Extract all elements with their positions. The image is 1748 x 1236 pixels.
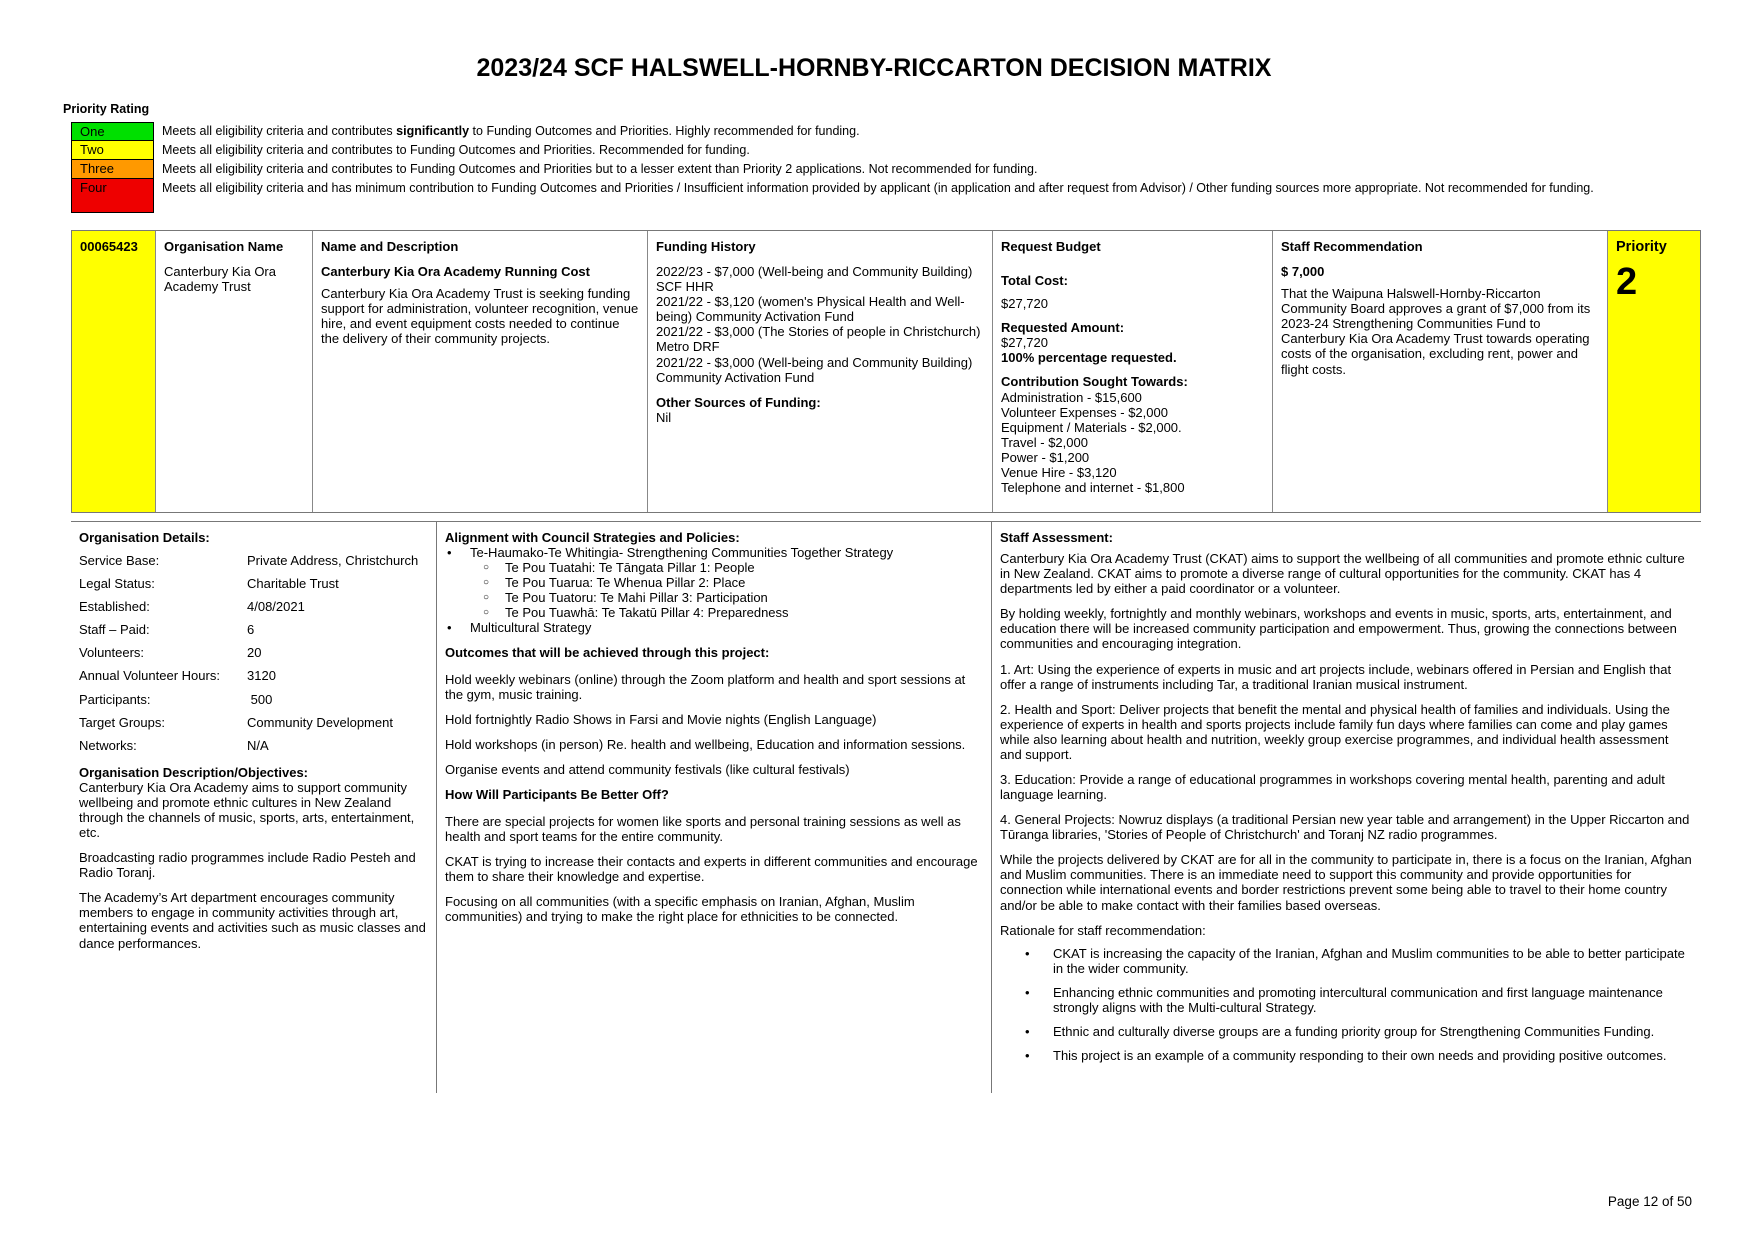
- staff-assessment-heading: Staff Assessment:: [1000, 530, 1113, 545]
- contribution-item: Power - $1,200: [1001, 449, 1090, 465]
- detail-value: N/A: [247, 737, 269, 753]
- detail-value: 500: [247, 691, 273, 707]
- funding-history-item: 2021/22 - $3,000 (Well-being and Community Building) Community Activation Fund: [656, 354, 973, 385]
- better-off-item: CKAT is trying to increase their contacts and experts in different communities and encourage them to share their knowledge and expertise.: [445, 854, 978, 885]
- application-summary-table: [71, 230, 1701, 513]
- organisation-description-heading: Organisation Description/Objectives:: [79, 764, 308, 780]
- funding-history-item: 2022/23 - $7,000 (Well-being and Community Building) SCF HHR: [656, 264, 973, 295]
- detail-row: [79, 645, 428, 660]
- legend-swatch-two: [71, 141, 154, 160]
- other-sources-value: Nil: [656, 409, 672, 425]
- contribution-item: Venue Hire - $3,120: [1001, 464, 1117, 480]
- legend-label: Four: [80, 180, 107, 195]
- outcome-item: Hold fortnightly Radio Shows in Farsi and Movie nights (English Language): [445, 711, 877, 727]
- detail-label: Established:: [79, 599, 150, 615]
- detail-row: [79, 622, 428, 637]
- request-budget-cell: [993, 231, 1273, 512]
- page-number: Page 12 of 50: [1607, 1194, 1692, 1209]
- detail-value: Private Address, Christchurch: [247, 553, 419, 569]
- legend-label: One: [80, 124, 105, 139]
- contribution-item: Administration - $15,600: [1001, 389, 1142, 405]
- priority-cell: [1608, 231, 1700, 512]
- contribution-item: Telephone and internet - $1,800: [1001, 480, 1185, 496]
- project-description: Canterbury Kia Ora Academy Trust is seeking funding support for administration, volunteer recognition, venue hire, and event equipment costs needed to continue the delivery of their community projects.: [321, 286, 639, 347]
- outcome-item: Organise events and attend community festivals (like cultural festivals): [445, 761, 850, 777]
- better-off-item: Focusing on all communities (with a specific emphasis on Iranian, Afghan, Muslim communities) and trying to make the right place for ethnicities to be connected.: [445, 894, 915, 925]
- name-description-cell: [313, 231, 648, 512]
- organisation-details-column: [71, 522, 437, 1093]
- rationale-item: • Ethnic and culturally diverse groups are a funding priority group for Strengthening Communities Funding.: [1053, 1024, 1693, 1039]
- legend-row-two: [71, 141, 1691, 160]
- detail-label: Legal Status:: [79, 576, 155, 592]
- outcomes-heading: Outcomes that will be achieved through this project:: [445, 644, 770, 660]
- detail-value: 20: [247, 645, 262, 661]
- alignment-column: [437, 522, 992, 1093]
- organisation-description: [79, 780, 428, 951]
- alignment-heading: Alignment with Council Strategies and Policies:: [445, 530, 740, 545]
- staff-recommendation-header: Staff Recommendation: [1281, 239, 1423, 254]
- other-sources-header: Other Sources of Funding:: [656, 394, 821, 410]
- detail-label: Volunteers:: [79, 645, 145, 661]
- requested-amount-value: $27,720: [1001, 335, 1048, 351]
- detail-label: Staff – Paid:: [79, 622, 150, 638]
- detail-value: 6: [247, 622, 255, 638]
- strategy-list: [470, 545, 983, 635]
- detail-label: Service Base:: [79, 553, 160, 569]
- funding-history-list: [656, 264, 984, 385]
- rationale-heading: Rationale for staff recommendation:: [1000, 922, 1206, 938]
- pillar-list: [505, 560, 983, 620]
- legend-row-one: [71, 122, 1691, 141]
- staff-recommendation-amount: $ 7,000: [1281, 264, 1325, 280]
- priority-legend: [71, 122, 1691, 213]
- assessment-paragraph: Canterbury Kia Ora Academy Trust (CKAT) aims to support the wellbeing of all communities and promote ethnic culture in New Zealand. CKAT aims to promote a diverse range of cultural opportunities for the community. CKAT has 4 departments led by either a paid coordinator or a volunteer.: [1000, 551, 1685, 597]
- detail-row: [79, 715, 428, 730]
- legend-swatch-three: [71, 160, 154, 179]
- rationale-item: • CKAT is increasing the capacity of the Iranian, Afghan and Muslim communities to be able to better participate in the wider community.: [1053, 946, 1693, 976]
- outcome-item: Hold weekly webinars (online) through the Zoom platform and health and sport sessions at the gym, music training.: [445, 671, 966, 702]
- legend-text-pre: Meets all eligibility criteria and contributes: [162, 124, 397, 138]
- strategy-item: • Multicultural Strategy: [470, 620, 983, 635]
- legend-row-three: [71, 160, 1691, 179]
- assessment-paragraph: 3. Education: Provide a range of educational programmes in workshops covering mental health, parenting and adult language learning.: [1000, 772, 1665, 803]
- detail-value: 3120: [247, 668, 276, 684]
- organisation-name-cell: [156, 231, 313, 512]
- legend-label: Two: [80, 142, 104, 157]
- organisation-details-fields: [79, 553, 428, 753]
- legend-text: Meets all eligibility criteria and has minimum contribution to Funding Outcomes and Priorities / Insufficient information provided by applicant (in application and after request from Advisor) / Other funding sources more appropriate. Not recommended for funding.: [162, 181, 1594, 195]
- project-title: Canterbury Kia Ora Academy Running Cost: [321, 264, 590, 280]
- priority-rating-heading: Priority Rating: [63, 102, 150, 116]
- staff-recommendation-text: That the Waipuna Halswell-Hornby-Riccarton Community Board approves a grant of $7,000 from its 2023-24 Strengthening Communities Fund to Canterbury Kia Ora Academy Trust towards operating costs of the organisation, excluding rent, power and flight costs.: [1281, 286, 1591, 377]
- page-title: 2023/24 SCF HALSWELL-HORNBY-RICCARTON DECISION MATRIX: [476, 54, 1272, 82]
- rationale-item: • This project is an example of a community responding to their own needs and providing positive outcomes.: [1053, 1048, 1693, 1063]
- rationale-list: [1053, 946, 1693, 1063]
- description-paragraph: Canterbury Kia Ora Academy aims to support community wellbeing and promote ethnic cultures in New Zealand through the channels of music, sports, arts, entertainment, etc.: [79, 779, 415, 841]
- better-off-heading: How Will Participants Be Better Off?: [445, 787, 669, 803]
- application-id: 00065423: [80, 239, 138, 254]
- contribution-item: Travel - $2,000: [1001, 434, 1088, 450]
- contribution-item: Volunteer Expenses - $2,000: [1001, 404, 1168, 420]
- staff-assessment-column: [992, 522, 1701, 1093]
- detail-value: 4/08/2021: [247, 599, 305, 615]
- rationale-item: • Enhancing ethnic communities and promoting intercultural communication and first language maintenance strongly aligns with the Multi-cultural Strategy.: [1053, 985, 1693, 1015]
- name-description-header: Name and Description: [321, 239, 459, 254]
- detail-row: [79, 692, 428, 707]
- assessment-paragraph: While the projects delivered by CKAT are for all in the community to participate in, there is a focus on the Iranian, Afghan and Muslim communities. There is an immediate need to support this community and provide opportunities for connection while international events and border restrictions prevent some being able to travel to their home country and/or be able to make contact with their families based overseas.: [1000, 852, 1692, 913]
- percentage-requested: 100% percentage requested.: [1001, 350, 1177, 366]
- better-off-item: There are special projects for women like sports and personal training sessions as well as health and sport teams for the entire community.: [445, 814, 961, 845]
- legend-label: Three: [80, 161, 114, 176]
- legend-text-bold: significantly: [396, 124, 470, 138]
- details-section: [71, 521, 1701, 1093]
- legend-swatch-four: [71, 179, 154, 213]
- detail-row: [79, 553, 428, 568]
- outcome-item: Hold workshops (in person) Re. health and wellbeing, Education and information sessions.: [445, 736, 966, 752]
- detail-label: Annual Volunteer Hours:: [79, 668, 220, 684]
- assessment-paragraph: By holding weekly, fortnightly and monthly webinars, workshops and events in music, sports, arts, entertainment, and education there will be increased community participation and empowerment. Thus, growing the connections between communities and encouraging integration.: [1000, 606, 1677, 652]
- funding-history-item: 2021/22 - $3,120 (women's Physical Health and Well-being) Community Activation Fund: [656, 294, 965, 325]
- organisation-name: Canterbury Kia Ora Academy Trust: [164, 264, 276, 295]
- assessment-paragraph: 1. Art: Using the experience of experts in music and art projects include, webinars offered in Persian and English that offer a range of instruments including Tar, a traditional Iranian musical instrument.: [1000, 661, 1672, 692]
- detail-label: Participants:: [79, 691, 151, 707]
- assessment-paragraph: 4. General Projects: Nowruz displays (a traditional Persian new year table and arrangement) in the Upper Riccarton and Tūranga libraries, 'Stories of People of Christchurch' and Toranj NZ radio programmes.: [1000, 812, 1690, 843]
- request-budget-header: Request Budget: [1001, 239, 1101, 254]
- total-cost-value: $27,720: [1001, 296, 1048, 312]
- description-paragraph: Broadcasting radio programmes include Radio Pesteh and Radio Toranj.: [79, 850, 416, 881]
- legend-text: Meets all eligibility criteria and contributes to Funding Outcomes and Priorities but to a lesser extent than Priority 2 applications. Not recommended for funding.: [162, 162, 1038, 176]
- contribution-item: Equipment / Materials - $2,000.: [1001, 419, 1182, 435]
- funding-history-cell: [648, 231, 993, 512]
- organisation-details-heading: Organisation Details:: [79, 530, 210, 545]
- detail-value: Community Development: [247, 714, 393, 730]
- detail-row: [79, 599, 428, 614]
- total-cost-label: Total Cost:: [1001, 273, 1068, 289]
- pillar-item: ○ Te Pou Tuarua: Te Whenua Pillar 2: Place: [505, 575, 983, 590]
- staff-recommendation-cell: [1273, 231, 1608, 512]
- detail-value: Charitable Trust: [247, 576, 339, 592]
- contribution-list: [1001, 390, 1264, 496]
- pillar-item: ○ Te Pou Tuatahi: Te Tāngata Pillar 1: People: [505, 560, 983, 575]
- detail-row: [79, 738, 428, 753]
- funding-history-item: 2021/22 - $3,000 (The Stories of people in Christchurch) Metro DRF: [656, 324, 981, 355]
- priority-value: 2: [1616, 260, 1638, 303]
- pillar-item: ○ Te Pou Tuatoru: Te Mahi Pillar 3: Participation: [505, 590, 983, 605]
- assessment-paragraph: 2. Health and Sport: Deliver projects that benefit the mental and physical health of families and individuals. Using the experience of experts in health and sports projects include family fun days where families can come and play games while also learning about health and nutrition, weekly group exercise programmes, and individual health assessment and support.: [1000, 701, 1670, 762]
- requested-amount-label: Requested Amount:: [1001, 320, 1125, 336]
- legend-swatch-one: [71, 122, 154, 141]
- priority-label: Priority: [1616, 239, 1667, 255]
- legend-text: [154, 122, 860, 139]
- detail-label: Networks:: [79, 737, 137, 753]
- funding-history-header: Funding History: [656, 239, 756, 254]
- detail-row: [79, 576, 428, 591]
- detail-row: [79, 668, 428, 683]
- legend-row-four: [71, 179, 1691, 213]
- application-id-cell: [72, 231, 156, 512]
- contribution-label: Contribution Sought Towards:: [1001, 374, 1188, 390]
- legend-text-post: to Funding Outcomes and Priorities. Highly recommended for funding.: [469, 124, 860, 138]
- description-paragraph: The Academy’s Art department encourages community members to engage in community activities through art, entertaining events and activities such as music classes and dance performances.: [79, 890, 426, 951]
- legend-text: Meets all eligibility criteria and contributes to Funding Outcomes and Priorities. Recommended for funding.: [162, 143, 750, 157]
- organisation-name-header: Organisation Name: [164, 239, 284, 254]
- strategy-item: [470, 545, 983, 620]
- strategy-text: Te-Haumako-Te Whitingia- Strengthening Communities Together Strategy: [470, 545, 894, 561]
- pillar-item: ○ Te Pou Tuawhā: Te Takatū Pillar 4: Preparedness: [505, 605, 983, 620]
- detail-label: Target Groups:: [79, 714, 165, 730]
